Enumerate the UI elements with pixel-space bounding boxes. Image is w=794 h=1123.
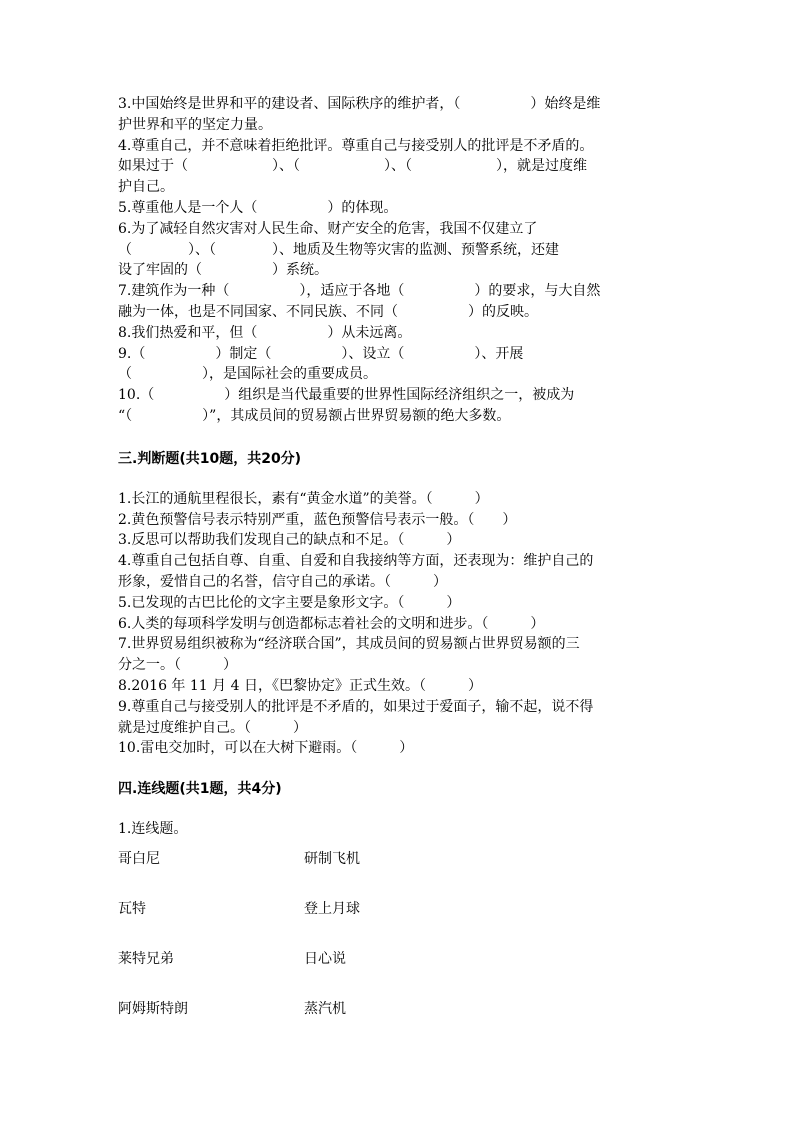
section-title-judgement: 三.判断题(共10题，共20分) bbox=[118, 450, 302, 467]
matching-row bbox=[118, 899, 678, 919]
matching-right-item: 蒸汽机 bbox=[304, 1001, 346, 1018]
question-line: 6.为了减轻自然灾害对人民生命、财产安全的危害，我国不仅建立了 bbox=[118, 220, 538, 237]
question-line: 护自己。 bbox=[118, 179, 174, 196]
matching-left-item: 哥白尼 bbox=[118, 851, 160, 868]
question-line: 9.尊重自己与接受别人的批评是不矛盾的，如果过于爱面子，输不起，说不得 bbox=[118, 698, 594, 715]
question-line: 6.人类的每项科学发明与创造都标志着社会的文明和进步。（ ） bbox=[118, 615, 545, 632]
exam-page bbox=[118, 94, 678, 1019]
question-line: 分之一。（ ） bbox=[118, 657, 237, 674]
question-line: 10.雷电交加时，可以在大树下避雨。（ ） bbox=[118, 740, 414, 757]
question-line: 设了牢固的（ ）系统。 bbox=[118, 262, 328, 279]
question-line: 2.黄色预警信号表示特别严重，蓝色预警信号表示一般。（ ） bbox=[118, 511, 517, 528]
question-line: 8.我们热爱和平，但（ ）从未远离。 bbox=[118, 324, 412, 341]
matching-right-item: 登上月球 bbox=[304, 901, 360, 918]
question-line: 10.（ ）组织是当代最重要的世界性国际经济组织之一，被成为 bbox=[118, 387, 575, 404]
matching-right-item: 日心说 bbox=[304, 951, 346, 968]
matching-left-item: 阿姆斯特朗 bbox=[118, 1001, 188, 1018]
judgement-questions bbox=[118, 489, 678, 759]
question-line: 4.尊重自己包括自尊、自重、自爱和自我接纳等方面，还表现为：维护自己的 bbox=[118, 553, 594, 570]
question-line: 融为一体，也是不同国家、不同民族、不同（ ）的反映。 bbox=[118, 303, 538, 320]
matching-row bbox=[118, 949, 678, 969]
question-line: 9.（ ）制定（ ）、设立（ ）、开展 bbox=[118, 345, 524, 362]
matching-row bbox=[118, 849, 678, 869]
question-line: （ ）、（ ）、地质及生物等灾害的监测、预警系统，还建 bbox=[118, 241, 559, 258]
question-line: 3.中国始终是世界和平的建设者、国际秩序的维护者，（ ）始终是维 bbox=[118, 96, 601, 112]
question-line: 4.尊重自己，并不意味着拒绝批评。尊重自己与接受别人的批评是不矛盾的。 bbox=[118, 137, 594, 154]
question-line: 5.尊重他人是一个人（ ）的体现。 bbox=[118, 199, 398, 216]
question-line: 1.长江的通航里程很长，素有“黄金水道”的美誉。（ ） bbox=[118, 490, 489, 507]
question-line: “（ ）”，其成员间的贸易额占世界贸易额的绝大多数。 bbox=[118, 407, 511, 424]
matching-right-item: 研制飞机 bbox=[304, 851, 360, 868]
question-line: 护世界和平的坚定力量。 bbox=[118, 116, 272, 133]
matching-row bbox=[118, 999, 678, 1019]
fill-blank-questions bbox=[118, 94, 678, 427]
question-line: 就是过度维护自己。（ ） bbox=[118, 719, 307, 736]
question-line: 形象，爱惜自己的名誉，信守自己的承诺。（ ） bbox=[118, 573, 447, 590]
section-title-matching: 四.连线题(共1题，共4分) bbox=[118, 781, 282, 798]
matching-intro: 1.连线题。 bbox=[118, 821, 188, 838]
question-line: 3.反思可以帮助我们发现自己的缺点和不足。（ ） bbox=[118, 532, 461, 549]
matching-pairs bbox=[118, 849, 678, 1019]
question-line: 8.2016 年 11 月 4 日，《巴黎协定》正式生效。（ ） bbox=[118, 677, 482, 694]
question-line: 如果过于（ ）、（ ）、（ ），就是过度维 bbox=[118, 158, 587, 175]
question-line: 7.建筑作为一种（ ），适应于各地（ ）的要求，与大自然 bbox=[118, 283, 601, 300]
question-line: （ ），是国际社会的重要成员。 bbox=[118, 366, 377, 383]
question-line: 5.已发现的古巴比伦的文字主要是象形文字。（ ） bbox=[118, 594, 461, 611]
matching-left-item: 瓦特 bbox=[118, 901, 146, 918]
matching-left-item: 莱特兄弟 bbox=[118, 951, 174, 968]
question-line: 7.世界贸易组织被称为“经济联合国”，其成员间的贸易额占世界贸易额的三 bbox=[118, 636, 580, 653]
